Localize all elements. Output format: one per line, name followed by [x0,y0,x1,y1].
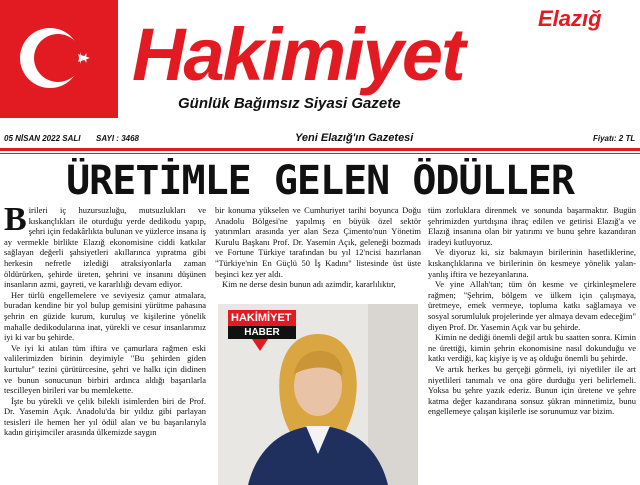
turkish-flag-icon [0,0,118,118]
badge-pointer-icon [252,339,268,351]
paragraph-text: irileri iç huzursuzluğu, mutsuzlukları ve kıskançlıkları ile oturduğu yerde dedikodu yapıp, şehri için fedakârlıkta bulunan ve yüzlerce insana iş ay vermekle birlikte Elazığ ekonomisine ciddi katkılar sağlayan değerli şahsiyetleri akıllarınca yıpratma gibi herkesin nefretle izlediği atraksiyonlarla zaman öldürürken, şehirde üreten, şehrini ve insanını düşünen insanların azmi, gayreti, ve kararlılığı devam ediyor. [4,205,206,290]
issue-number: SAYI : 3468 [96,134,139,143]
article-column-1 [4,205,206,485]
header-rule-thin [0,153,640,154]
article-column-3 [428,205,636,485]
paragraph [4,205,206,290]
header-rule [0,148,640,151]
paragraph: Ve diyoruz ki, siz bakmayın birilerinin hasetliklerine, kıskançlıklarına ve birilerinin ön kesmeye yönelik yalan- yanlış iftira ve hezeyanlarına. [428,247,636,279]
badge-top: HAKİMİYET [228,310,296,326]
paragraph: tüm zorluklara direnmek ve sonunda başarmaktır. Bugün şehrimizden yurtdışına ihraç edilen ve getirisi Elazığ'a ve Elazığ insanına olan bir yatırımı ve bunu şehre kazandıran iradeyi kutluyoruz. [428,205,636,247]
paragraph: Kimin ne dediği önemli değil artık bu saatten sonra. Kimin ne ürettiği, kimin şehrin ekonomisine nasıl dokunduğu ve katkı verdiği, kaç kişiye iş ve aş olduğu önemli bu şehirde. [428,332,636,364]
haber-badge [228,310,296,351]
paragraph: Ve iyi ki atılan tüm iftira ve çamurlara rağmen eski valilerimizden birinin deyimiyle "Bu şehirden giden kurtulur" tezini çürütürcesine, şehri ve halkı için didinen ve bunun sonucunun birbiri ardınca aldığı başarılarla tescilleyen birileri var bu memlekette. [4,342,206,396]
drop-cap: B [4,205,27,238]
paper-slogan: Yeni Elazığ'ın Gazetesi [295,132,414,144]
portrait-photo [218,304,418,485]
paragraph: İşte bu yürekli ve çelik bilekli isimlerden biri de Prof. Dr. Yasemin Açık. Anadolu'da bir yıldız gibi parlayan tesisleri ile hemen her yıl ödül alan ve bu başarılarıyla kadın girişimciler arasında ülkemizde saygın [4,395,206,438]
paragraph: bir konuma yükselen ve Cumhuriyet tarihi boyunca Doğu Anadolu Bölgesi'ne yapılmış en büyük özel sektör yatırımları arasında yer alan Seza Çimento'nun Yönetim Kurulu Başkanı Prof. Dr. Yasemin Açık, geleneği bozmadı ve Fortune Türkiye tarafından bu yıl 12'ncisi hazırlanan "Türkiye'nin En Güçlü 50 İş Kadını" listesinde üst üste beşinci kez yer aldı. [215,205,421,279]
masthead [0,0,640,132]
paragraph: Kim ne derse desin bunun adı azimdir, kararlılıktır, [222,279,396,290]
main-headline: ÜRETİMLE GELEN ÖDÜLLER [66,158,574,204]
paragraph: Ve yine Allah'tan; tüm ön kesme ve çirkinleşmelere rağmen; "Şehrim, bölgem ve ülkem için çalışmaya, üretmeye, emek vermeye, topluma katkı sağlamaya ve sosyal sorumluluk projelerinde yer almaya devam edeceğim" diyen Prof. Dr. Yasemin Açık var bu şehirde. [428,279,636,332]
info-bar [0,130,640,146]
paragraph: Ve artık herkes bu gerçeği görmeli, iyi niyetliler ile art niyetlileri tanımalı ve ona göre durduğu yeri belirlemeli. Yoksa bu şehre yazık ederiz. Bunun için üretene ve şehre katma değer kazandırana sonsuz şükran minnetimiz, bunu engellemeye çalışan kişilerle ise sorunumuz var bizim. [428,363,636,417]
badge-bottom: HABER [228,326,296,339]
issue-date: 05 NİSAN 2022 SALI [4,134,81,143]
masthead-tagline: Günlük Bağımsız Siyasi Gazete [178,95,401,112]
paragraph: Her türlü engellemelere ve seviyesiz çamur atmalara, buradan kendine bir yol bulup gemisini yürütme pahasına şehrin en güzide kurum, kuruluş ve kişilerine yönelik mahalle dedikodularına inat, yürekli ve cesur insanlarımız iyi ki var bu şehirde. [4,289,206,343]
masthead-title[interactable]: Hakimiyet [132,13,464,96]
masthead-city: Elazığ [538,6,602,31]
price-label: Fiyatı: 2 TL [593,134,636,143]
